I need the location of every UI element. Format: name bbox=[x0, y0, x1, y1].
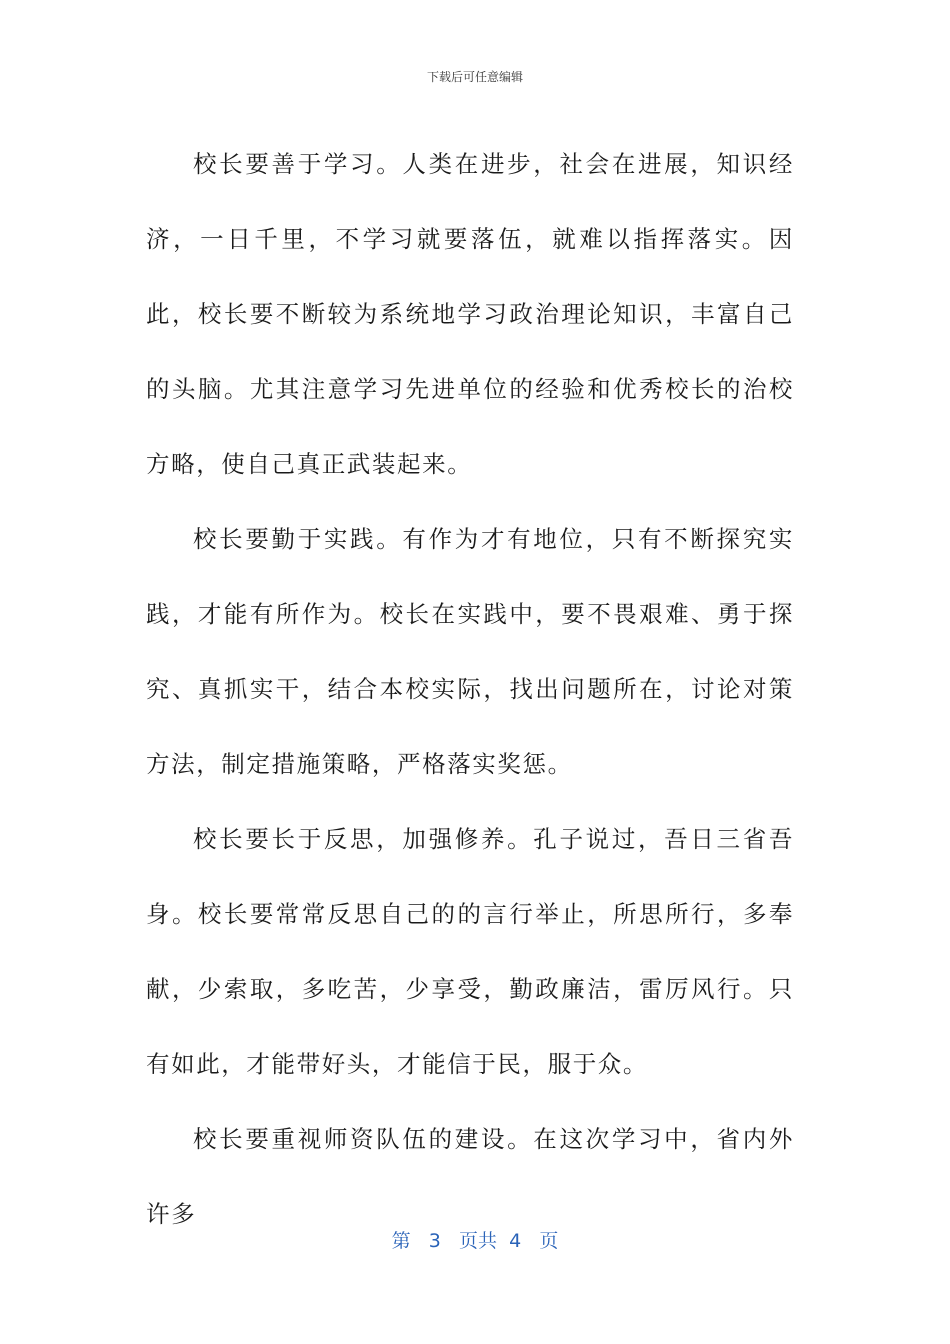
total-page-count: 4 bbox=[509, 1230, 522, 1252]
header-note: 下载后可任意编辑 bbox=[426, 70, 523, 84]
footer-suffix: 页 bbox=[539, 1230, 559, 1252]
paragraph-teaching-staff: 校长要重视师资队伍的建设。在这次学习中，省内外许多 bbox=[146, 1125, 794, 1228]
paragraph-reflection: 校长要长于反思，加强修养。孔子说过，吾日三省吾身。校长要常常反思自己的的言行举止，所思所行，多奉献，少索取，多吃苦，少享受，勤政廉洁，雷厉风行。只有如此，才能带好头，才能信于民，服于众。 bbox=[146, 825, 794, 1078]
footer-prefix: 第 bbox=[391, 1230, 411, 1252]
paragraph-learning: 校长要善于学习。人类在进步，社会在进展，知识经济，一日千里，不学习就要落伍，就难以指挥落实。因此，校长要不断较为系统地学习政治理论知识，丰富自己的头脑。尤其注意学习先进单位的经验和优秀校长的治校方略，使自己真正武装起来。 bbox=[146, 150, 794, 478]
paragraph-practice: 校长要勤于实践。有作为才有地位，只有不断探究实践，才能有所作为。校长在实践中，要不畏艰难、勇于探究、真抓实干，结合本校实际，找出问题所在，讨论对策方法，制定措施策略，严格落实奖惩。 bbox=[146, 525, 794, 778]
current-page-number: 3 bbox=[428, 1230, 441, 1252]
page-footer bbox=[0, 1226, 950, 1253]
footer-middle: 页共 bbox=[459, 1230, 498, 1252]
document-body bbox=[146, 127, 794, 1252]
